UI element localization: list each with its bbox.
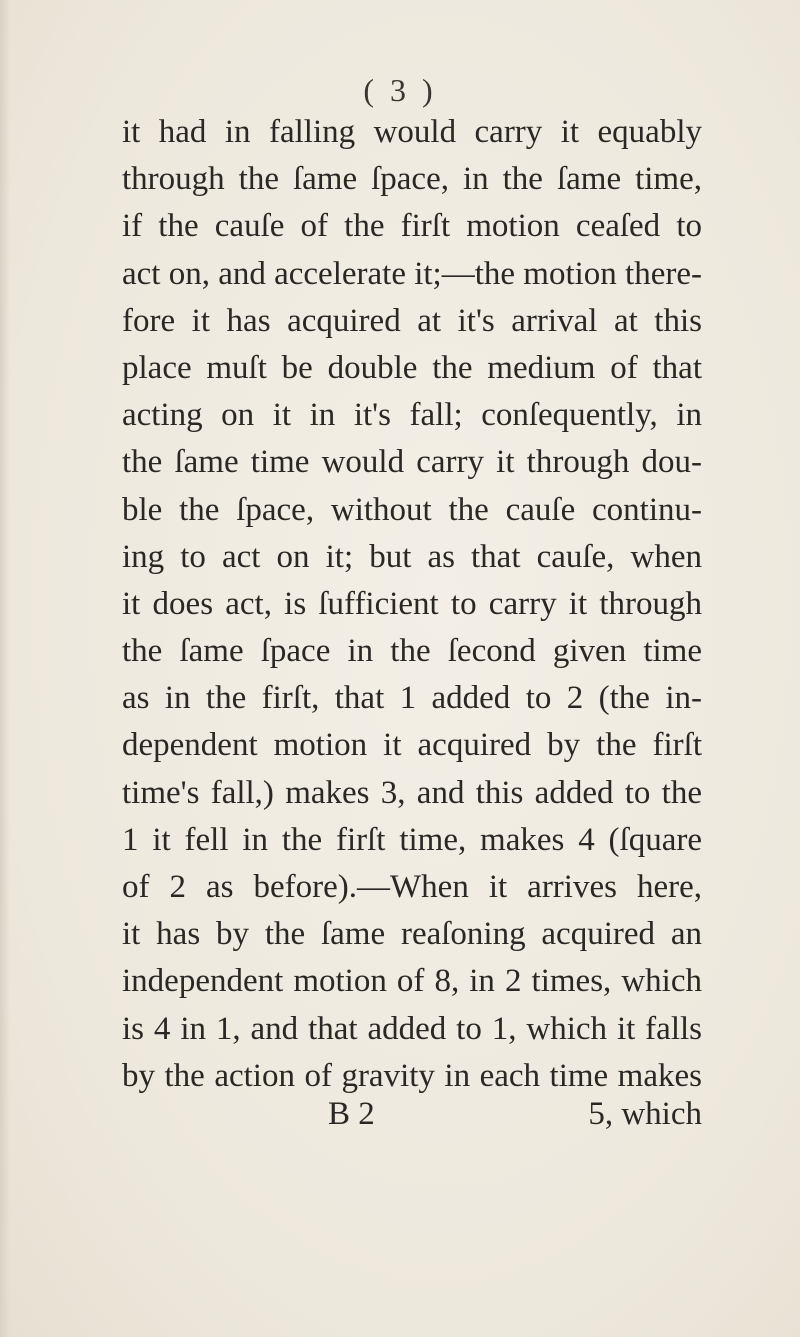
text-line: independent motion of 8, in 2 times, which [122,963,702,1000]
text-line: by the action of gravity in each time makes [122,1057,702,1094]
text-line: is 4 in 1, and that added to 1, which it falls [122,1010,702,1047]
body-text [122,109,702,1100]
text-line: it has by the ſame reaſoning acquired an [122,916,702,953]
text-line: the ſame ſpace in the ſecond given time [122,633,702,670]
signature-mark: B 2 [328,1096,375,1132]
text-line: as in the firſt, that 1 added to 2 (the in- [122,680,702,717]
catchword: 5, which [588,1096,702,1132]
text-line: 1 it fell in the firſt time, makes 4 (ſquare [122,821,702,858]
text-line: ble the ſpace, without the cauſe continu- [122,491,702,528]
text-line: acting on it in it's fall; conſequently, in [122,397,702,434]
text-line: act on, and accelerate it;—the motion there- [122,255,702,292]
text-line: it does act, is ſufficient to carry it through [122,585,702,622]
text-line: through the ſame ſpace, in the ſame time, [122,161,702,198]
text-line: ing to act on it; but as that cauſe, when [122,538,702,575]
text-line: fore it has acquired at it's arrival at this [122,302,702,339]
page-footer [122,1090,702,1138]
page-binding-edge [0,0,10,1337]
text-line: the ſame time would carry it through dou- [122,444,702,481]
text-line: place muſt be double the medium of that [122,349,702,386]
text-line: of 2 as before).—When it arrives here, [122,869,702,905]
text-line: if the cauſe of the firſt motion ceaſed to [122,208,702,245]
page-number: ( 3 ) [363,72,437,108]
text-line: dependent motion it acquired by the firſt [122,727,702,764]
text-line: time's fall,) makes 3, and this added to the [122,774,702,811]
text-line: it had in falling would carry it equably [122,114,702,150]
